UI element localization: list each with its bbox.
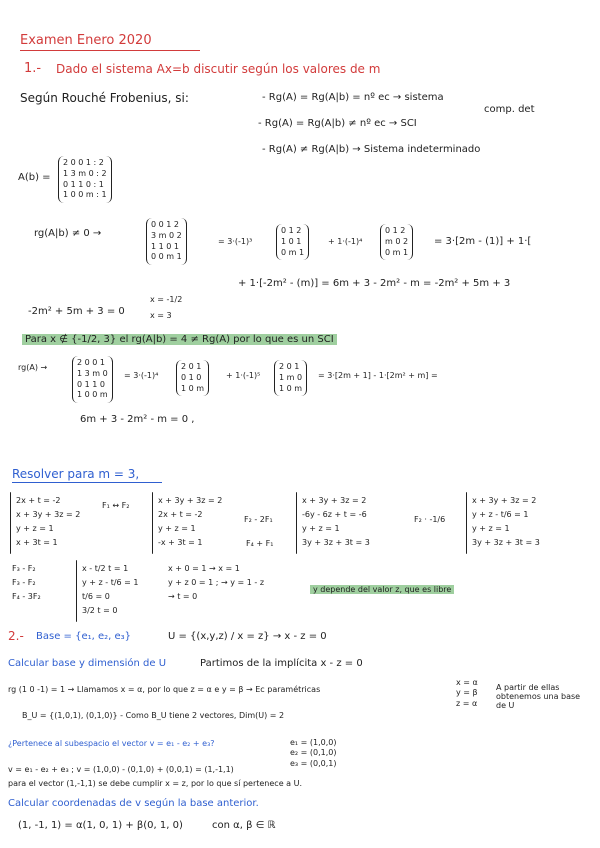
question-1-number: 1.- <box>24 61 42 76</box>
solution: → t = 0 <box>168 592 198 601</box>
solve-heading: Resolver para m = 3, <box>12 467 140 481</box>
matrix-row: 1 0 m <box>279 383 303 393</box>
equation: y + z - t/6 = 1 <box>472 510 529 519</box>
parametric-equation: z = α <box>456 698 478 708</box>
canonical-vector: e₂ = (0,1,0) <box>290 748 337 758</box>
rouche-case-1-cont: comp. det <box>484 104 535 115</box>
base-definition: Base = {e₁, e₂, e₃} <box>36 631 132 642</box>
op-2b: F₄ + F₁ <box>246 539 274 548</box>
equation: 2x + t = -2 <box>16 496 61 505</box>
root-2: x = 3 <box>150 311 172 320</box>
system-5-brace <box>76 560 77 622</box>
system-4-brace <box>466 492 467 554</box>
equation: x + 3t = 1 <box>16 538 58 547</box>
rouche-case-3: - Rg(A) ≠ Rg(A|b) → Sistema indeterminado <box>262 144 481 155</box>
question-2-number: 2.- <box>8 629 24 643</box>
op-2a: F₂ - 2F₁ <box>244 515 273 524</box>
rank-a-label: rg(A) → <box>18 363 48 372</box>
matrix-row: 0 0 1 2 <box>151 220 179 229</box>
matrix-row: 2 0 1 <box>181 362 202 371</box>
minor-b <box>380 224 413 260</box>
equation: y + z = 1 <box>302 524 340 533</box>
op-3: F₂ · -1/6 <box>414 515 446 524</box>
subquestion-1: Calcular base y dimensión de U <box>8 658 167 669</box>
matrix-row: m 0 2 <box>385 236 409 246</box>
matrix-row: 1 0 0 m <box>77 390 108 400</box>
matrix-row: 3 m 0 2 <box>151 230 182 240</box>
solution-steps <box>168 562 264 604</box>
equation: x + 3y + 3z = 2 <box>302 496 367 505</box>
equation: 3/2 t = 0 <box>82 606 118 615</box>
canonical-vector: e₁ = (1,0,0) <box>290 738 337 747</box>
operation: F₃ - F₂ <box>12 578 36 587</box>
equation: t/6 = 0 <box>82 592 110 601</box>
canonical-basis <box>290 738 337 769</box>
subquestion-2: ¿Pertenece al subespacio el vector v = e₁ - e₂ + e₃? <box>8 739 215 748</box>
param-note: A partir de ellas obtenemos una base de U <box>496 683 581 710</box>
question-1-statement: Dado el sistema Ax=b discutir según los valores de m <box>56 62 381 76</box>
system-3 <box>302 494 370 550</box>
coordinates-condition: con α, β ∈ ℝ <box>212 820 276 831</box>
matrix-row: 0 m 1 <box>385 247 409 257</box>
parametric-equation: x = α <box>456 678 478 687</box>
matrix-row: 0 0 m 1 <box>151 252 182 262</box>
rouche-case-1: - Rg(A) = Rg(A|b) = nº ec → sistema <box>262 92 444 103</box>
rouche-intro: Según Rouché Frobenius, si: <box>20 91 189 105</box>
matrix-row: 2 0 0 1 <box>77 358 105 367</box>
equation: x + 3y + 3z = 2 <box>158 496 223 505</box>
augmented-matrix <box>58 156 112 203</box>
rank-a-result: 6m + 3 - 2m² - m = 0 , <box>80 414 195 425</box>
matrix-row: 1 3 m 0 <box>77 368 108 378</box>
subquestion-1-text: Partimos de la implícita x - z = 0 <box>200 658 363 669</box>
highlight-sci <box>22 334 337 345</box>
parametric-equations <box>456 678 478 709</box>
determinant-result: + 1·[-2m² - (m)] = 6m + 3 - 2m² - m = -2m² + 5m + 3 <box>238 278 511 289</box>
matrix-row: 0 1 2 <box>281 226 302 235</box>
subspace-definition: U = {(x,y,z) / x = z} → x - z = 0 <box>168 631 327 642</box>
rank-a-exp-b: + 1·(-1)⁵ <box>226 371 261 380</box>
rank-a-minor-1 <box>176 360 209 396</box>
matrix-row: 1 0 1 <box>281 236 302 246</box>
page-title: Examen Enero 2020 <box>20 33 152 48</box>
quadratic-equation: -2m² + 5m + 3 = 0 <box>28 306 125 317</box>
matrix-row: 0 1 2 <box>385 226 406 235</box>
solution: y + z 0 = 1 ; → y = 1 - z <box>168 578 265 587</box>
system-1 <box>16 494 80 550</box>
highlight-free <box>310 586 454 595</box>
equation: y + z = 1 <box>16 524 54 533</box>
system-5 <box>82 562 139 618</box>
operation: F₄ - 3F₂ <box>12 592 41 601</box>
equation: 3y + 3z + 3t = 3 <box>472 538 540 547</box>
equation: x - t/2 t = 1 <box>82 564 129 573</box>
op-1: F₁ ↔ F₂ <box>102 501 130 510</box>
minor-a <box>276 224 309 260</box>
subquestion-3: Calcular coordenadas de v según la base anterior. <box>8 798 259 809</box>
matrix-row: 1 3 m 0 : 2 <box>63 168 107 178</box>
matrix-row: 0 1 0 <box>181 372 202 382</box>
rank-ab-label: rg(A|b) ≠ 0 → <box>34 228 102 239</box>
canonical-vector: e₃ = (0,0,1) <box>290 758 337 768</box>
matrix-row: 1 m 0 <box>279 372 303 382</box>
matrix-row: 0 1 1 0 : 1 <box>63 179 104 189</box>
equation: -6y - 6z + t = -6 <box>302 510 367 519</box>
equation: y + z = 1 <box>472 524 510 533</box>
equation: x + 3y + 3z = 2 <box>16 510 81 519</box>
rank-a-exp-c: = 3·[2m + 1] - 1·[2m² + m] = <box>318 371 438 380</box>
expansion-a: = 3·(-1)³ <box>218 237 253 246</box>
solution: x + 0 = 1 → x = 1 <box>168 564 240 573</box>
parametric-equation: y = β <box>456 688 478 698</box>
rouche-case-2: - Rg(A) = Rg(A|b) ≠ nº ec → SCI <box>258 118 417 129</box>
highlight-free-text: y depende del valor z, que es libre <box>310 585 454 594</box>
matrix-row: 0 1 1 0 <box>77 379 105 389</box>
augmented-label: A(b) = <box>18 172 51 183</box>
equation: 2x + t = -2 <box>158 510 203 519</box>
left-operations <box>12 562 41 604</box>
equation: y + z - t/6 = 1 <box>82 578 139 587</box>
matrix-row: 1 0 m <box>181 383 205 393</box>
equation: -x + 3t = 1 <box>158 538 203 547</box>
matrix-row: 1 0 0 m : 1 <box>63 190 107 200</box>
matrix-row: 1 1 0 1 <box>151 241 179 251</box>
title-underline <box>20 50 200 51</box>
solve-underline <box>12 482 162 483</box>
equation: 3y + 3z + 3t = 3 <box>302 538 370 547</box>
system-2-brace <box>152 492 153 554</box>
expansion-c: = 3·[2m - (1)] + 1·[ <box>434 236 532 247</box>
basis-line: B_U = {(1,0,1), (0,1,0)} - Como B_U tiene 2 vectores, Dim(U) = 2 <box>22 711 285 720</box>
vector-v-line: v = e₁ - e₂ + e₃ ; v = (1,0,0) - (0,1,0) + (0,0,1) = (1,-1,1) <box>8 765 234 774</box>
system-4 <box>472 494 540 550</box>
equation: y + z = 1 <box>158 524 196 533</box>
matrix-a <box>72 356 113 403</box>
system-2 <box>158 494 222 550</box>
vector-v-note: para el vector (1,-1,1) se debe cumplir x = z, por lo que sí pertenece a U. <box>8 779 303 788</box>
expansion-b: + 1·(-1)⁴ <box>328 237 363 246</box>
matrix-row: 0 m 1 <box>281 247 305 257</box>
system-1-brace <box>10 492 11 554</box>
rank-a-exp-a: = 3·(-1)⁴ <box>124 371 159 380</box>
system-3-brace <box>296 492 297 554</box>
highlight-sci-text: Para x ∉ {-1/2, 3} el rg(A|b) = 4 ≠ Rg(A) por lo que es un SCI <box>22 334 337 345</box>
root-1: x = -1/2 <box>150 295 183 304</box>
rank-line: rg (1 0 -1) = 1 → Llamamos x = α, por lo que z = α e y = β → Ec paramétricas <box>8 685 321 694</box>
matrix-row: 2 0 1 <box>279 362 300 371</box>
rank-a-minor-2 <box>274 360 307 396</box>
equation: x + 3y + 3z = 2 <box>472 496 537 505</box>
matrix-row: 2 0 0 1 : 2 <box>63 158 104 167</box>
coordinates-line: (1, -1, 1) = α(1, 0, 1) + β(0, 1, 0) <box>18 820 183 831</box>
operation: F₃ - F₂ <box>12 564 36 573</box>
determinant-4x4 <box>146 218 187 265</box>
